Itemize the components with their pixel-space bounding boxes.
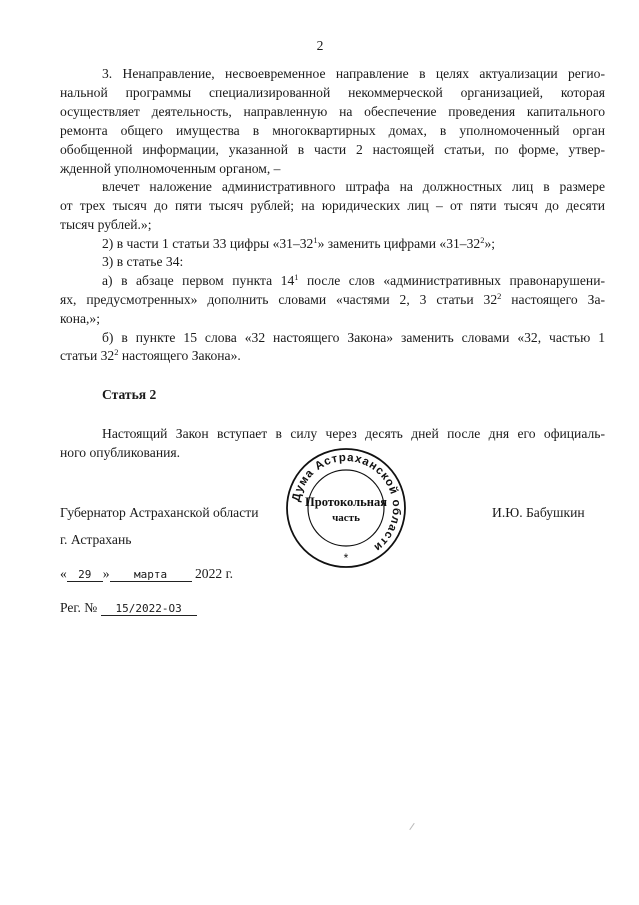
item3a-line2-a: ях, предусмотренных» дополнить словами «частями 2, 3 статьи 32 — [60, 292, 498, 307]
para3-line5: обобщенной информации, указанной в части 2 настоящей статьи, по форме, утвер- — [60, 142, 605, 157]
date-close-quote: » — [102, 566, 110, 581]
stamp-seal — [284, 446, 408, 570]
item3a-line2 — [60, 291, 605, 308]
stamp-outer-text: Дума Астраханской области — [290, 451, 403, 554]
item3a-line1-a: а) в абзаце первом пункта 14 — [102, 273, 295, 288]
para3-line4: ремонта общего имущества в многоквартирных домах, в уполномоченный орган — [60, 123, 605, 138]
penalty-line2: от трех тысяч до пяти тысяч рублей; на юридических лиц – от пяти тысяч до десяти — [60, 198, 605, 213]
item3a-line2-b: настоящего За- — [501, 292, 605, 307]
item2-part-b: » заменить цифрами «31–32 — [317, 236, 481, 251]
item3a-line1 — [102, 272, 605, 289]
stamp-inner-line1: Протокольная — [305, 495, 387, 509]
article2-title: Статья 2 — [102, 387, 157, 402]
article2-line1: Настоящий Закон вступает в силу через десять дней после дня его официаль- — [102, 426, 605, 441]
date-open-quote: « — [60, 566, 67, 581]
date-year: 2022 г. — [195, 566, 234, 581]
item2-part-a: 2) в части 1 статьи 33 цифры «31–32 — [102, 236, 314, 251]
para3-line3: осуществляет деятельность, направленную на обеспечение проведения капитального — [60, 104, 605, 119]
item2-part-c: »; — [484, 236, 496, 251]
item3a-line1-b: после слов «административных правонарушени- — [298, 273, 605, 288]
item3b-line1: б) в пункте 15 слова «32 настоящего Закона» заменить словами «32, частью 1 — [102, 330, 605, 345]
signature-name: И.Ю. Бабушкин — [492, 505, 585, 520]
item3b-line2-a: статьи 32 — [60, 348, 115, 363]
signature-position: Губернатор Астраханской области — [60, 505, 259, 520]
para3-line1: 3. Ненаправление, несвоевременное направление в целях актуализации регио- — [102, 66, 605, 81]
stamp-star: * — [343, 551, 349, 565]
para3-line2: нальной программы специализированной некоммерческой организацией, которая — [60, 85, 605, 100]
penalty-line1: влечет наложение административного штрафа на должностных лиц в размере — [102, 179, 605, 194]
para3-line6: жденной уполномоченным органом, – — [60, 161, 281, 176]
reg-line — [60, 600, 197, 616]
article2-line2: ного опубликования. — [60, 445, 181, 460]
date-month: марта — [110, 568, 192, 582]
pen-mark — [409, 823, 414, 830]
reg-number: 15/2022-ОЗ — [101, 602, 197, 616]
item3a-line1-sup: 1 — [294, 272, 299, 282]
city: г. Астрахань — [60, 532, 132, 547]
penalty-line3: тысяч рублей.»; — [60, 217, 152, 232]
item3b-line2-sup: 2 — [114, 347, 119, 357]
item3-line: 3) в статье 34: — [102, 254, 184, 269]
date-line — [60, 566, 233, 582]
item2-sup1: 1 — [313, 235, 318, 245]
item3b-line2-b: настоящего Закона». — [118, 348, 241, 363]
date-day: 29 — [67, 568, 103, 582]
stamp-inner-line2: часть — [332, 512, 360, 524]
item2-line — [102, 235, 605, 252]
item3a-line3: кона,»; — [60, 311, 100, 326]
item3b-line2 — [60, 347, 605, 364]
page-number: 2 — [316, 38, 324, 53]
reg-label: Рег. № — [60, 600, 98, 615]
item2-sup2: 2 — [480, 235, 485, 245]
item3a-line2-sup: 2 — [497, 291, 502, 301]
